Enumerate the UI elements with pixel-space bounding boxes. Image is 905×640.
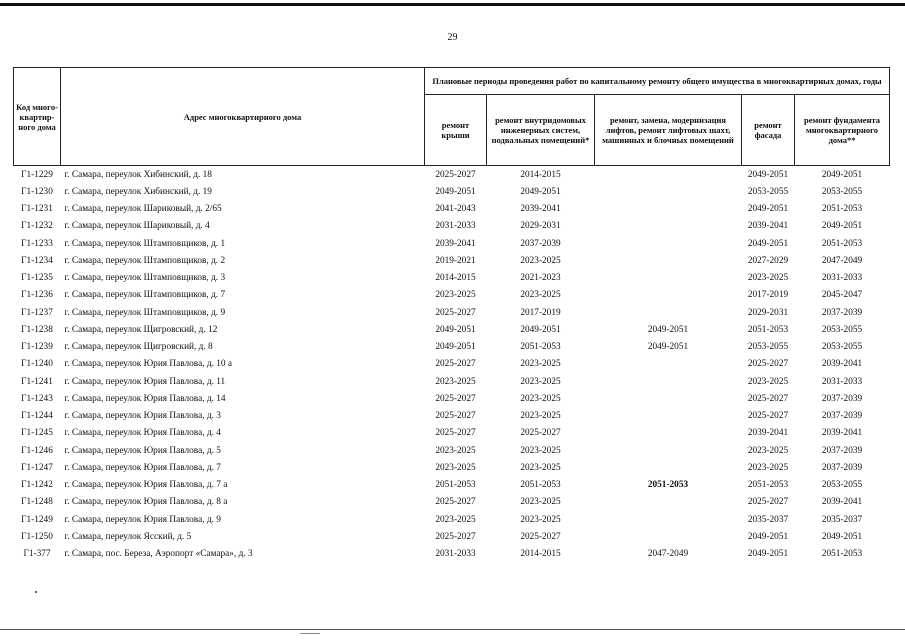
table-cell-lifts: 2051-2053 [647,480,689,491]
table-cell-address: г. Самара, переулок Юрия Павлова, д. 11 [64,376,226,387]
table-row [14,166,890,184]
table-cell-code: Г1-1249 [21,514,53,525]
table-cell-roof: 2023-2025 [435,462,476,473]
table-body [14,166,890,563]
table-cell-code: Г1-1244 [21,411,53,422]
table-cell-code: Г1-377 [23,549,51,560]
table-cell-facade: 2023-2025 [747,273,789,284]
table-row [14,477,890,494]
table-cell-lifts [595,511,742,528]
table-cell-roof: 2049-2051 [435,324,476,335]
table-cell-facade: 2053-2055 [747,186,789,197]
table-cell-roof: 2039-2041 [435,238,476,249]
table-cell-roof: 2025-2027 [435,393,476,404]
table-cell-lifts: 2049-2051 [647,324,689,335]
table-cell-lifts [595,356,742,373]
scan-dot [35,591,37,593]
table-row [14,408,890,425]
table-cell-systems: 2025-2027 [520,428,561,439]
table-cell-address: г. Самара, переулок Хибинский, д. 19 [64,186,212,197]
table-cell-facade: 2025-2027 [747,411,789,422]
table-cell-roof: 2025-2027 [435,307,476,318]
table-cell-systems: 2023-2025 [520,393,561,404]
table-cell-systems: 2023-2025 [520,411,561,422]
table-cell-systems: 2039-2041 [520,204,561,215]
header-facade: ремонт фасада [742,95,795,166]
table-cell-lifts [595,425,742,442]
table-cell-lifts [595,252,742,269]
table-cell-foundation: 2051-2053 [821,238,863,249]
table-cell-foundation: 2037-2039 [821,307,863,318]
table-cell-roof: 2025-2027 [435,497,476,508]
table-cell-roof: 2041-2043 [435,204,476,215]
table-cell-address: г. Самара, переулок Хибинский, д. 18 [64,169,212,180]
table-cell-lifts [595,390,742,407]
table-cell-facade: 2023-2025 [747,462,789,473]
table-cell-lifts [595,459,742,476]
table-cell-facade: 2051-2053 [747,480,789,491]
bottom-rule-fragment [300,633,320,634]
header-systems: ремонт внутридомовых инженерных систем, подвальных помещений* [487,95,595,166]
table-cell-foundation: 2039-2041 [821,497,863,508]
table-cell-systems: 2051-2053 [520,342,561,353]
capital-repair-table [13,67,890,563]
table-cell-foundation: 2035-2037 [821,514,863,525]
table-row [14,339,890,356]
table-row [14,511,890,528]
table-cell-foundation: 2037-2039 [821,462,863,473]
table-cell-foundation: 2049-2051 [821,221,863,232]
table-cell-address: г. Самара, переулок Щигровский, д. 12 [64,324,218,335]
table-cell-systems: 2023-2025 [520,255,561,266]
table-cell-address: г. Самара, переулок Юрия Павлова, д. 7 [64,462,221,473]
table-cell-foundation: 2039-2041 [821,428,863,439]
table-cell-facade: 2039-2041 [747,428,789,439]
header-lifts: ремонт, замена, модернизация лифтов, ремонт лифтовых шахт, машинных и блочных помещений [595,95,742,166]
table-cell-foundation: 2037-2039 [821,445,863,456]
table-cell-lifts [595,408,742,425]
table-cell-code: Г1-1236 [21,290,53,301]
table-cell-roof: 2023-2025 [435,376,476,387]
table-row [14,287,890,304]
table-cell-address: г. Самара, переулок Ясский, д. 5 [64,531,192,542]
table-cell-systems: 2023-2025 [520,359,561,370]
table-cell-address: г. Самара, переулок Юрия Павлова, д. 8 а [64,497,228,508]
table-cell-lifts [595,270,742,287]
table-cell-lifts [595,201,742,218]
table-cell-code: Г1-1230 [21,186,53,197]
table-cell-address: г. Самара, переулок Шариковый, д. 2/65 [64,204,222,215]
table-cell-facade: 2051-2053 [747,324,789,335]
table-cell-facade: 2023-2025 [747,376,789,387]
table-cell-facade: 2049-2051 [747,169,789,180]
table-cell-address: г. Самара, переулок Штамповщиков, д. 9 [64,307,226,318]
table-cell-foundation: 2031-2033 [821,376,863,387]
table-row [14,494,890,511]
table-cell-lifts: 2049-2051 [647,342,689,353]
table-cell-lifts [595,218,742,235]
table-cell-facade: 2053-2055 [747,342,789,353]
table-cell-facade: 2049-2051 [747,204,789,215]
table-cell-code: Г1-1241 [21,376,53,387]
table-cell-systems: 2017-2019 [520,307,561,318]
bottom-rule [0,629,905,630]
table-cell-code: Г1-1234 [21,255,53,266]
table-cell-address: г. Самара, пос. Береза, Аэропорт «Самара», д. 3 [64,549,253,560]
table-cell-code: Г1-1248 [21,497,53,508]
table-cell-facade: 2049-2051 [747,549,789,560]
table-cell-roof: 2023-2025 [435,514,476,525]
table-cell-foundation: 2053-2055 [821,480,863,491]
table-row [14,459,890,476]
table-cell-lifts [595,166,742,184]
table-cell-systems: 2014-2015 [520,169,561,180]
table-cell-code: Г1-1240 [21,359,53,370]
table-cell-lifts [595,442,742,459]
table-cell-address: г. Самара, переулок Штамповщиков, д. 2 [64,255,226,266]
table-cell-facade: 2025-2027 [747,359,789,370]
table-cell-systems: 2029-2031 [520,221,561,232]
table-cell-systems: 2023-2025 [520,514,561,525]
table-cell-foundation: 2037-2039 [821,393,863,404]
page-number: 29 [447,32,458,43]
table-cell-lifts [595,287,742,304]
table-cell-systems: 2023-2025 [520,497,561,508]
table-cell-roof: 2025-2027 [435,428,476,439]
table-cell-facade: 2035-2037 [747,514,789,525]
table-cell-roof: 2023-2025 [435,290,476,301]
table-cell-address: г. Самара, переулок Юрия Павлова, д. 5 [64,445,221,456]
table-cell-roof: 2025-2027 [435,169,476,180]
table-cell-address: г. Самара, переулок Штамповщиков, д. 7 [64,290,226,301]
table-cell-systems: 2037-2039 [520,238,561,249]
table-cell-roof: 2019-2021 [435,255,476,266]
table-cell-foundation: 2053-2055 [821,324,863,335]
table-cell-lifts [595,528,742,545]
table-cell-address: г. Самара, переулок Штамповщиков, д. 3 [64,273,226,284]
table-row [14,425,890,442]
header-code: Код много-квартир-ного дома [14,68,61,166]
table-cell-facade: 2023-2025 [747,445,789,456]
table-cell-systems: 2049-2051 [520,186,561,197]
header-roof: ремонт крыши [425,95,487,166]
table-cell-facade: 2025-2027 [747,393,789,404]
table-row [14,546,890,563]
table-cell-lifts [595,494,742,511]
table-cell-roof: 2014-2015 [435,273,476,284]
table-cell-code: Г1-1238 [21,324,53,335]
table-cell-lifts [595,304,742,321]
table-cell-code: Г1-1250 [21,531,53,542]
table-row [14,218,890,235]
table-cell-code: Г1-1243 [21,393,53,404]
table-cell-code: Г1-1245 [21,428,53,439]
table-cell-address: г. Самара, переулок Юрия Павлова, д. 7 а [64,480,228,491]
table-cell-foundation: 2047-2049 [821,255,863,266]
table-cell-facade: 2049-2051 [747,531,789,542]
table-cell-lifts [595,373,742,390]
table-cell-roof: 2051-2053 [435,480,476,491]
table-cell-facade: 2029-2031 [747,307,789,318]
table-cell-facade: 2027-2029 [747,255,789,266]
table-cell-address: г. Самара, переулок Юрия Павлова, д. 4 [64,428,221,439]
table-row [14,252,890,269]
table-cell-lifts: 2047-2049 [647,549,689,560]
table-cell-foundation: 2051-2053 [821,204,863,215]
table-row [14,235,890,252]
table-cell-facade: 2039-2041 [747,221,789,232]
table-cell-systems: 2025-2027 [520,531,561,542]
table-cell-systems: 2023-2025 [520,290,561,301]
table-cell-code: Г1-1237 [21,307,53,318]
table-cell-roof: 2025-2027 [435,531,476,542]
table-cell-code: Г1-1242 [21,480,53,491]
table-cell-roof: 2049-2051 [435,186,476,197]
table-cell-facade: 2025-2027 [747,497,789,508]
table-cell-foundation: 2053-2055 [821,186,863,197]
table-cell-foundation: 2049-2051 [821,531,863,542]
table-cell-foundation: 2049-2051 [821,169,863,180]
table-cell-foundation: 2053-2055 [821,342,863,353]
table-cell-address: г. Самара, переулок Шариковый, д. 4 [64,221,210,232]
table-cell-address: г. Самара, переулок Юрия Павлова, д. 3 [64,411,221,422]
table-cell-address: г. Самара, переулок Юрия Павлова, д. 14 [64,393,226,404]
table-row [14,321,890,338]
table-cell-roof: 2031-2033 [435,549,476,560]
header-foundation: ремонт фундамента многоквартирного дома** [795,95,890,166]
table-row [14,270,890,287]
table-cell-roof: 2023-2025 [435,445,476,456]
table-cell-foundation: 2039-2041 [821,359,863,370]
table-cell-roof: 2049-2051 [435,342,476,353]
table-cell-systems: 2051-2053 [520,480,561,491]
table-cell-code: Г1-1231 [21,204,53,215]
header-address: Адрес многоквартирного дома [61,68,425,166]
table-cell-facade: 2049-2051 [747,238,789,249]
table-cell-lifts [595,235,742,252]
table-cell-address: г. Самара, переулок Юрия Павлова, д. 9 [64,514,221,525]
table-cell-code: Г1-1247 [21,462,53,473]
table-cell-code: Г1-1229 [21,169,53,180]
table-cell-lifts [595,183,742,200]
header-periods-group: Плановые периоды проведения работ по капитальному ремонту общего имущества в многоквартирных домах, годы [425,68,890,95]
table-row [14,528,890,545]
table-cell-foundation: 2037-2039 [821,411,863,422]
table-cell-systems: 2014-2015 [520,549,561,560]
table-cell-foundation: 2051-2053 [821,549,863,560]
top-border-rule [0,3,905,6]
table-cell-code: Г1-1246 [21,445,53,456]
table-row [14,373,890,390]
table-cell-address: г. Самара, переулок Щигровский, д. 8 [64,342,213,353]
table-cell-systems: 2049-2051 [520,324,561,335]
table-cell-address: г. Самара, переулок Штамповщиков, д. 1 [64,238,226,249]
table-cell-systems: 2023-2025 [520,376,561,387]
table-cell-address: г. Самара, переулок Юрия Павлова, д. 10 а [64,359,232,370]
table-cell-code: Г1-1232 [21,221,53,232]
table-cell-systems: 2023-2025 [520,445,561,456]
table-cell-systems: 2023-2025 [520,462,561,473]
table-cell-facade: 2017-2019 [747,290,789,301]
table-row [14,442,890,459]
table-row [14,356,890,373]
table-cell-foundation: 2031-2033 [821,273,863,284]
table-row [14,304,890,321]
table-cell-roof: 2025-2027 [435,411,476,422]
table-cell-code: Г1-1233 [21,238,53,249]
table-row [14,390,890,407]
table-cell-roof: 2031-2033 [435,221,476,232]
table-cell-systems: 2021-2023 [520,273,561,284]
table-cell-foundation: 2045-2047 [821,290,863,301]
table-row [14,201,890,218]
table-row [14,183,890,200]
table-cell-code: Г1-1239 [21,342,53,353]
table-cell-code: Г1-1235 [21,273,53,284]
table-cell-roof: 2025-2027 [435,359,476,370]
